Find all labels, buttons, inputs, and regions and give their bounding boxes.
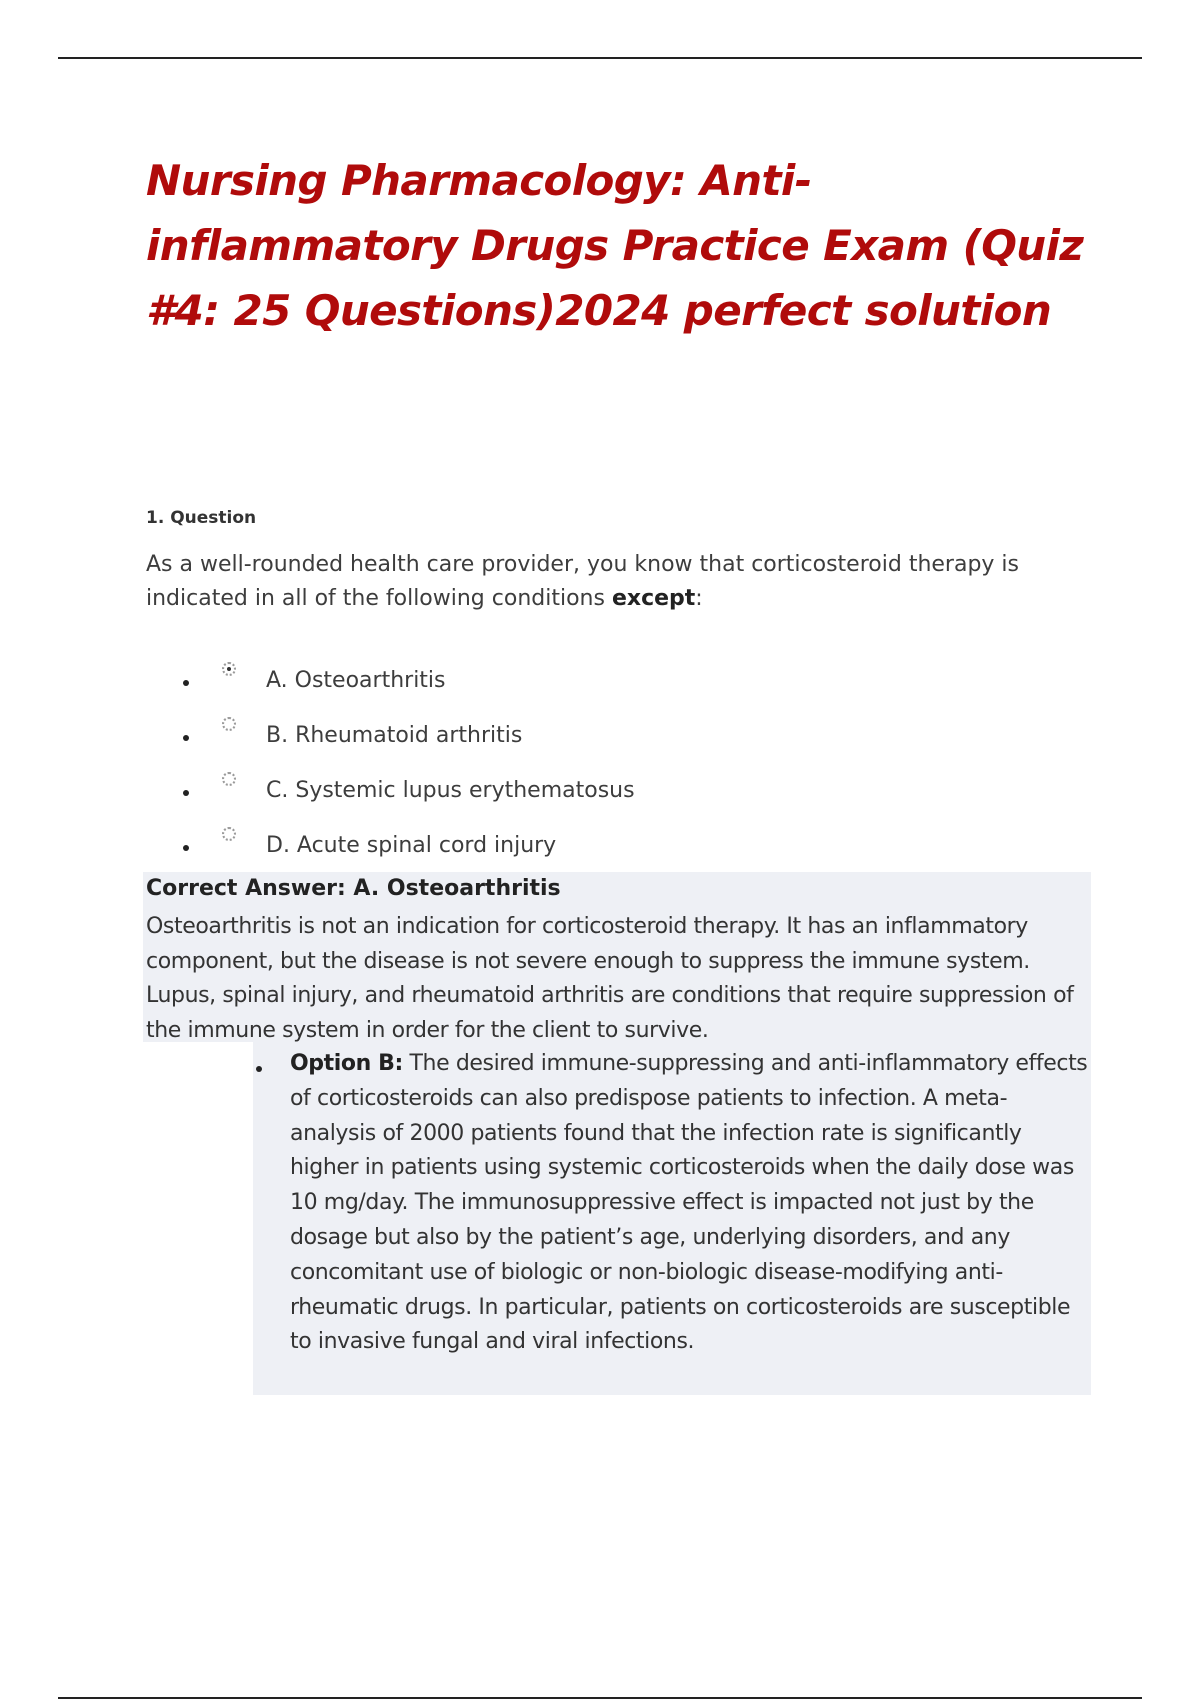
option-b-label: B. Rheumatoid arthritis [266,723,523,748]
option-d-label: D. Acute spinal cord injury [266,833,557,858]
bullet-icon [183,735,189,741]
radio-icon[interactable] [222,827,236,841]
question-label: 1. Question [146,508,257,528]
radio-selected-icon[interactable] [222,662,236,676]
option-c-label: C. Systemic lupus erythematosus [266,778,635,803]
answer-explanation: Osteoarthritis is not an indication for corticosteroid therapy. It has an inflammatory component, but the disease is not severe enough to suppress the immune system. Lupus, spinal injury, and rheumatoid arthritis are conditions that require suppression of the immune system in order for the client to survive. [146,914,1074,1043]
option-b-heading: Option B: [290,1051,403,1076]
bullet-icon [183,845,189,851]
option-a-label: A. Osteoarthritis [266,668,446,693]
bullet-icon [183,680,189,686]
question-text [146,548,1106,616]
radio-icon[interactable] [222,772,236,786]
bullet-icon [256,1066,262,1072]
question-text-main: As a well-rounded health care provider, you know that corticosteroid therapy is indicated in all of the following conditions [146,552,1019,611]
top-rule [58,57,1142,59]
bottom-rule [58,1697,1142,1699]
page-title: Nursing Pharmacology: Anti-inflammatory Drugs Practice Exam (Quiz #4: 25 Questions)2024 perfect solution [146,156,1084,335]
bullet-icon [183,790,189,796]
radio-icon[interactable] [222,717,236,731]
question-text-end: : [695,586,703,611]
correct-answer-heading: Correct Answer: A. Osteoarthritis [146,876,561,901]
option-b-body: The desired immune-suppressing and anti-inflammatory effects of corticosteroids can also predispose patients to infection. A meta-analysis of 2000 patients found that the infection rate is significantly higher in patients using systemic corticosteroids when the daily dose was 10 mg/day. The immunosuppressive effect is impacted not just by the dosage but also by the patient’s age, underlying disorders, and any concomitant use of biologic or non-biologic disease-modifying anti-rheumatic drugs. In particular, patients on corticosteroids are susceptible to invasive fungal and viral infections. [290,1051,1088,1355]
option-b-explanation [290,1047,1090,1360]
question-text-emphasis: except [611,586,696,611]
